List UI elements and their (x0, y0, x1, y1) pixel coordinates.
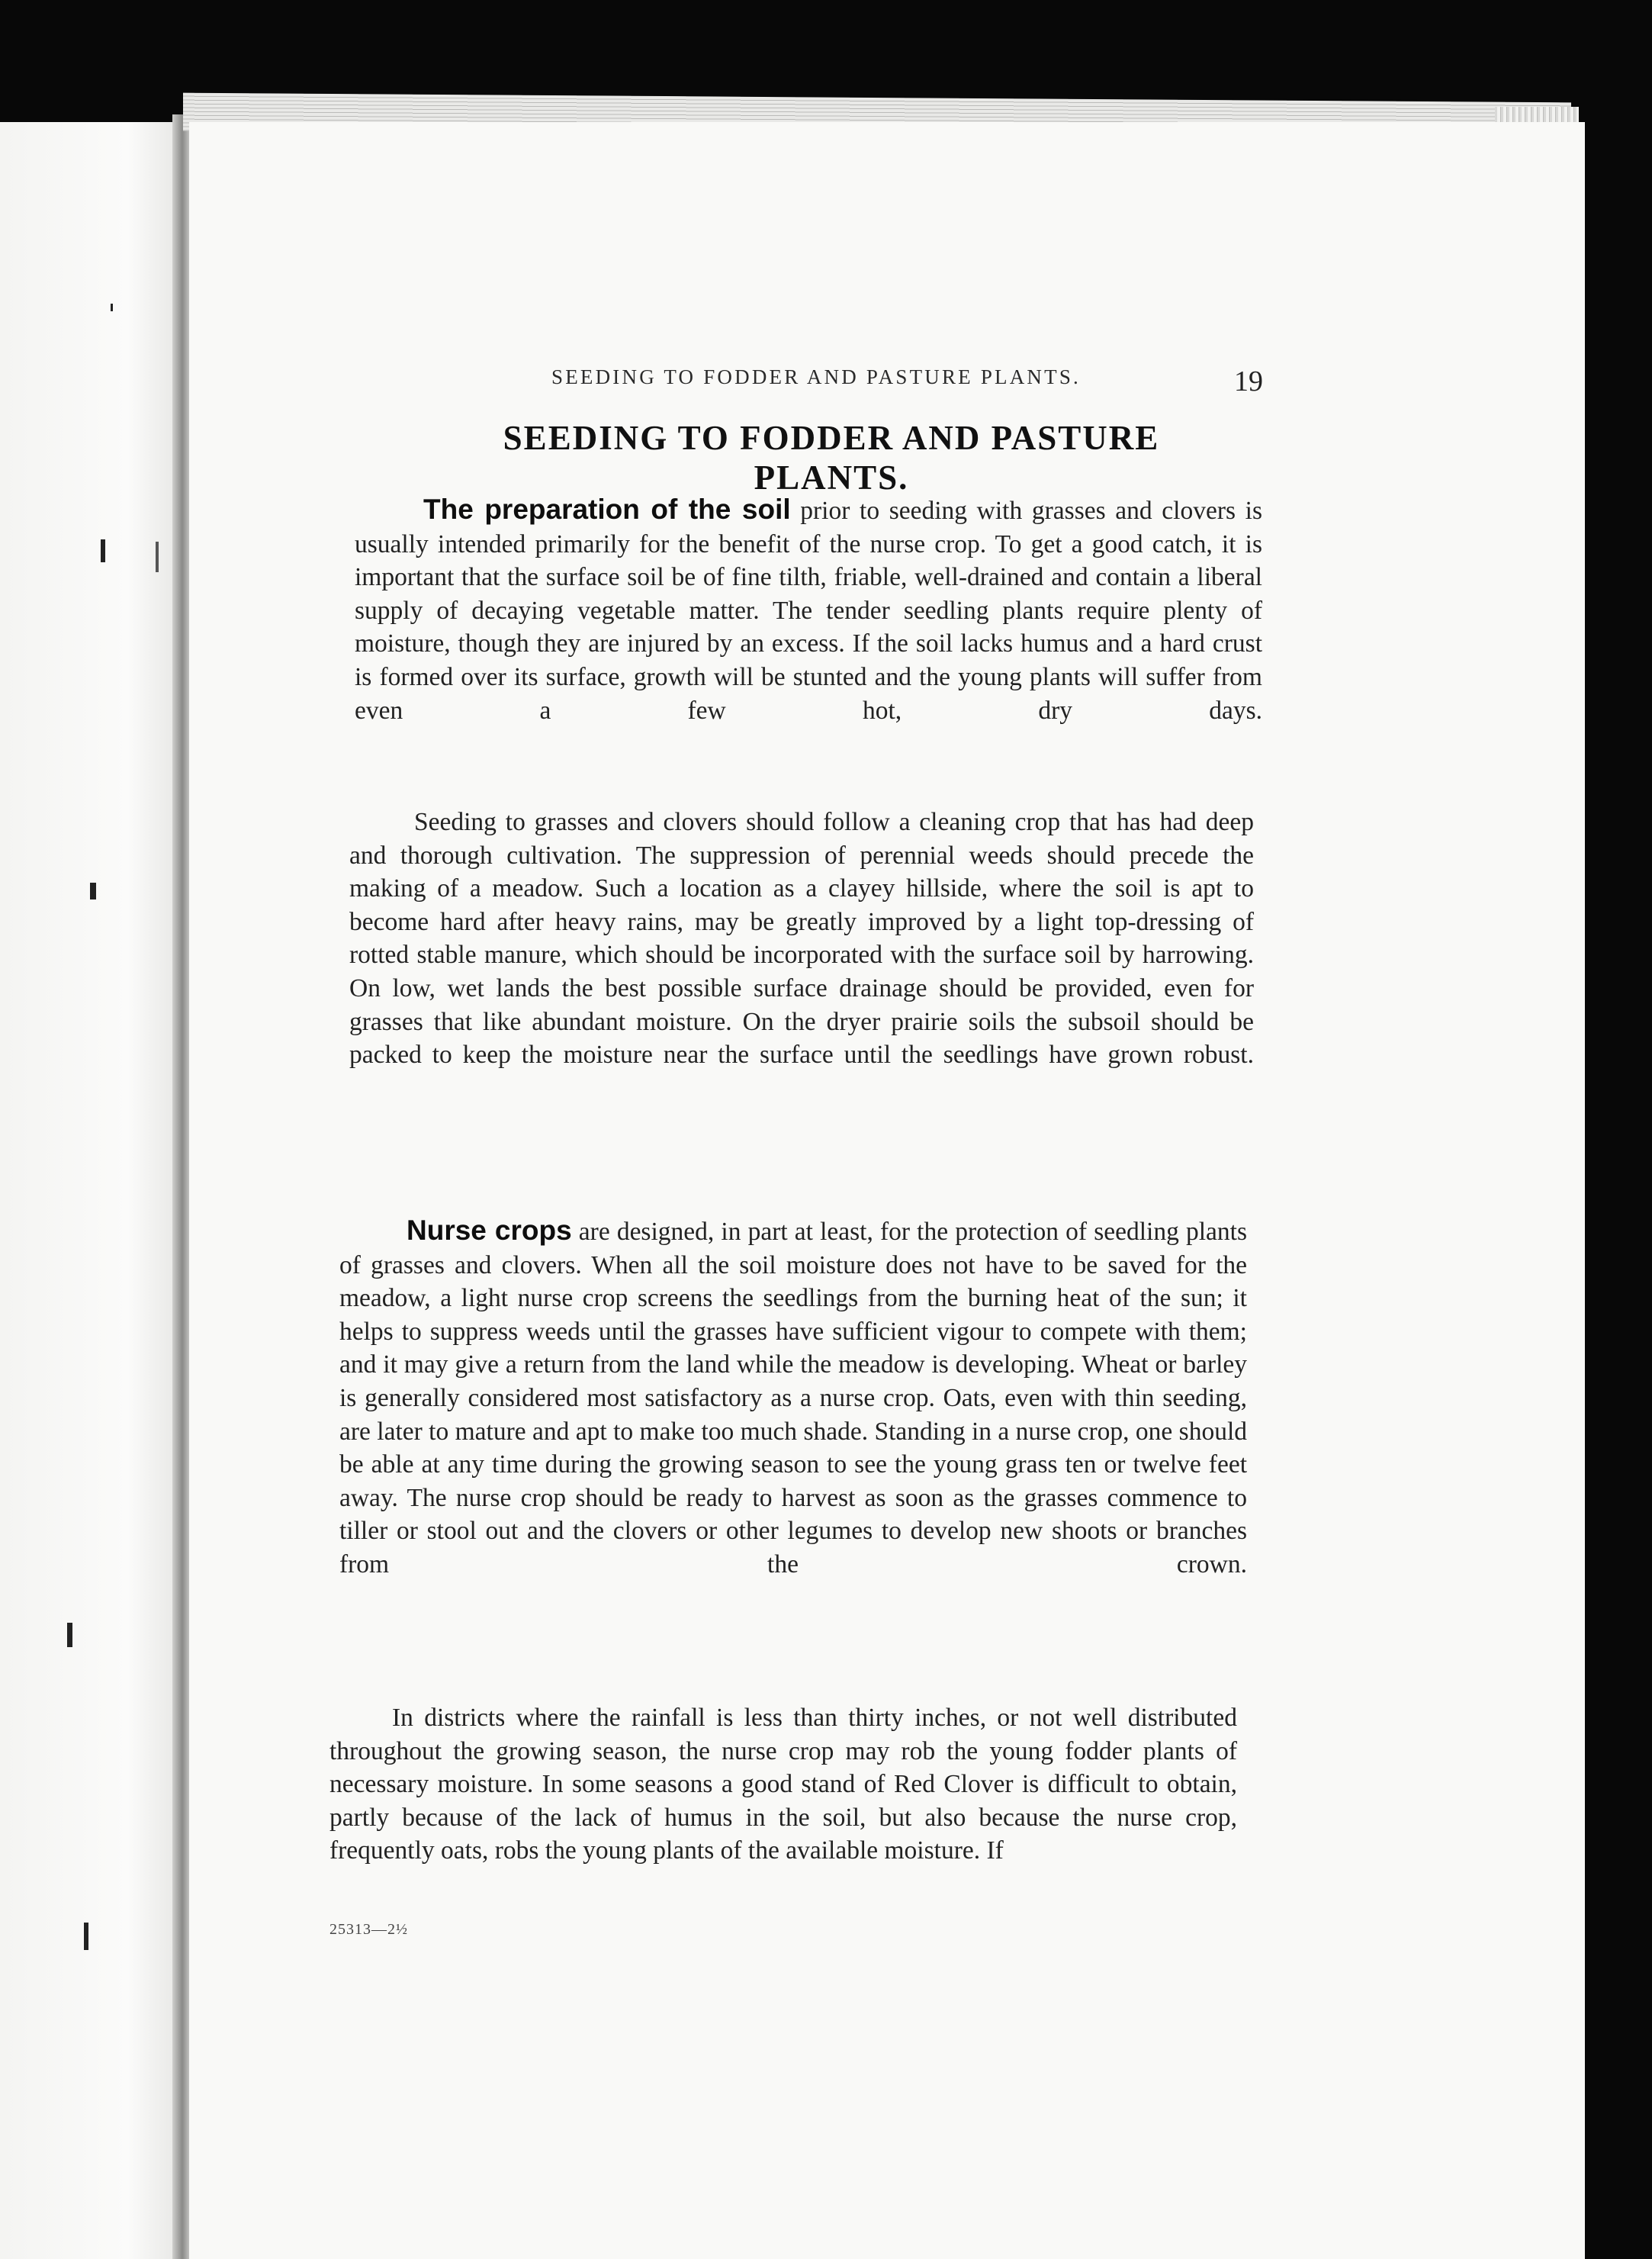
paragraph-seeding: Seeding to grasses and clovers should follow a cleaning crop that has had deep and thorough cultivation. The suppression of perennial weeds should precede the making of a meadow. Such a location as a clayey hillside, where the soil is apt to become hard after heavy rains, may be greatly improved by a light top-dressing of rotted stable manure, which should be incorporated with the surface soil by harrowing. On low, wet lands the best possible surface drainage should be provided, even for grasses that like abundant moisture. On the dryer prairie soils the subsoil should be packed to keep the moisture near the surface until the seedlings have grown robust. (349, 808, 1254, 1070)
left-page-sliver (0, 122, 183, 2259)
margin-mark (90, 883, 96, 899)
paragraph-lead: The preparation of the soil (423, 494, 791, 525)
paragraph-text: prior to seeding with grasses and clovers is usually intended primarily for the benefit of the nurse crop. To get a good catch, it is important that the surface soil be of fine tilth, friable, well-drained and contain a liberal supply of decaying vegetable matter. The tender seedling plants require plenty of moisture, though they are injured by an excess. If the soil lacks humus and a hard crust is formed over its surface, growth will be stunted and the young plants will suffer from even a few hot, dry days. (355, 497, 1262, 725)
paragraph-text: are designed, in part at least, for the protection of seedling plants of grasses and clovers. When all the soil moisture does not have to be saved for the meadow, a light nurse crop screens the seedlings from the burning heat of the sun; it helps to suppress weeds until the grasses have sufficient vigour to compete with them; and it may give a return from the land while the meadow is developing. Wheat or barley is generally considered most satisfactory as a nurse crop. Oats, even with thin seeding, are later to mature and apt to make too much shade. Standing in a nurse crop, one should be able at any time during the growing season to see the young grass ten or twelve feet away. The nurse crop should be ready to harvest as soon as the grasses commence to tiller or stool out and the clovers or other legumes to develop new shoots or branches from the crown. (339, 1218, 1247, 1578)
page-title: SEEDING TO FODDER AND PASTURE PLANTS. (503, 419, 1160, 497)
paragraph-nurse-crops (339, 1214, 1247, 1582)
plate-number: 25313—2½ (329, 1921, 408, 1938)
paragraph-rainfall: In districts where the rainfall is less than thirty inches, or not well distributed throughout the growing season, the nurse crop may rob the young fodder plants of necessary moisture. In some seasons a good stand of Red Clover is difficult to obtain, partly because of the lack of humus in the soil, but also because the nurse crop, frequently oats, robs the young plants of the available moisture. If (329, 1704, 1237, 1865)
page-number: 19 (1234, 365, 1263, 397)
margin-mark (67, 1623, 72, 1647)
margin-mark (156, 542, 159, 572)
running-head: SEEDING TO FODDER AND PASTURE PLANTS. (551, 365, 1081, 388)
margin-mark (101, 539, 105, 562)
margin-mark (111, 304, 113, 311)
paragraph-soil-preparation (355, 493, 1262, 727)
margin-mark (84, 1923, 88, 1950)
paragraph-lead: Nurse crops (407, 1215, 572, 1246)
